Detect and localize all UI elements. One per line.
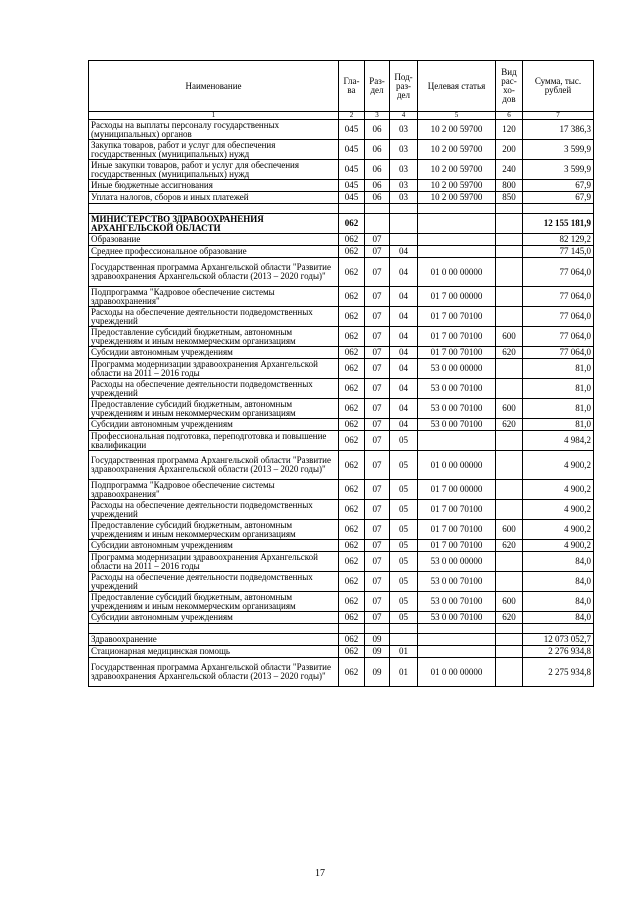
column-number-row: [89, 112, 594, 120]
cell-glava: 062: [339, 634, 365, 646]
cell-razdel: 06: [365, 140, 390, 160]
cell-vid: [496, 500, 523, 520]
cell-vid: 600: [496, 399, 523, 419]
cell-vid: [496, 359, 523, 379]
cell-name: Расходы на выплаты персоналу государственных (муниципальных) органов: [89, 120, 339, 140]
cell-podrazdel: 05: [390, 592, 418, 612]
table-row: [89, 307, 594, 327]
cell-vid: [496, 246, 523, 258]
cell-vid: 850: [496, 192, 523, 204]
cell-sum: 17 386,3: [523, 120, 594, 140]
cell-sum: 3 599,9: [523, 140, 594, 160]
cell-target: 10 2 00 59700: [418, 180, 496, 192]
table-row: [89, 646, 594, 658]
cell-sum: 77 064,0: [523, 327, 594, 347]
header-vid: Вид рас- хо- дов: [496, 61, 523, 112]
cell-podrazdel: 04: [390, 419, 418, 431]
cell-podrazdel: 04: [390, 359, 418, 379]
cell-razdel: 07: [365, 520, 390, 540]
cell-vid: 600: [496, 592, 523, 612]
table-row: [89, 140, 594, 160]
col-num: 1: [89, 112, 339, 120]
empty-cell: [496, 204, 523, 214]
cell-target: 53 0 00 70100: [418, 612, 496, 624]
cell-name: Подпрограмма "Кадровое обеспечение системы здравоохранения": [89, 480, 339, 500]
cell-glava: 062: [339, 419, 365, 431]
budget-table: [88, 60, 594, 687]
cell-vid: 620: [496, 540, 523, 552]
cell-vid: [496, 287, 523, 307]
table-row: [89, 419, 594, 431]
cell-target: 53 0 00 70100: [418, 572, 496, 592]
cell-name: Предоставление субсидий бюджетным, автономным учреждениям и иным некоммерческим организациям: [89, 520, 339, 540]
cell-vid: [496, 431, 523, 451]
cell-sum: 81,0: [523, 359, 594, 379]
cell-glava: 045: [339, 192, 365, 204]
cell-sum: 3 599,9: [523, 160, 594, 180]
cell-glava: 062: [339, 572, 365, 592]
col-num: 4: [390, 112, 418, 120]
cell-name: Стационарная медицинская помощь: [89, 646, 339, 658]
cell-vid: 620: [496, 347, 523, 359]
cell-name: Субсидии автономным учреждениям: [89, 347, 339, 359]
cell-target: 01 7 00 00000: [418, 480, 496, 500]
header-razdel: Раз- дел: [365, 61, 390, 112]
cell-podrazdel: 04: [390, 246, 418, 258]
cell-name: Иные закупки товаров, работ и услуг для обеспечения государственных (муниципальных) нужд: [89, 160, 339, 180]
cell-vid: 600: [496, 520, 523, 540]
header-target: Целевая статья: [418, 61, 496, 112]
cell-target: 53 0 00 70100: [418, 419, 496, 431]
empty-cell: [365, 204, 390, 214]
cell-glava: 062: [339, 658, 365, 687]
cell-name: Субсидии автономным учреждениям: [89, 419, 339, 431]
cell-podrazdel: 04: [390, 347, 418, 359]
cell-sum: 84,0: [523, 552, 594, 572]
cell-target: [418, 646, 496, 658]
header-name: Наименование: [89, 61, 339, 112]
cell-vid: [496, 480, 523, 500]
cell-sum: 82 129,2: [523, 234, 594, 246]
cell-sum: 77 064,0: [523, 287, 594, 307]
cell-sum: 77 145,0: [523, 246, 594, 258]
cell-name: Субсидии автономным учреждениям: [89, 612, 339, 624]
cell-target: 10 2 00 59700: [418, 160, 496, 180]
cell-vid: [496, 258, 523, 287]
cell-podrazdel: [390, 634, 418, 646]
cell-target: 01 7 00 70100: [418, 327, 496, 347]
cell-glava: 062: [339, 500, 365, 520]
cell-razdel: 09: [365, 646, 390, 658]
cell-sum: 84,0: [523, 572, 594, 592]
table-row: [89, 552, 594, 572]
cell-glava: 045: [339, 120, 365, 140]
cell-target: 10 2 00 59700: [418, 192, 496, 204]
table-row: [89, 214, 594, 234]
cell-razdel: 07: [365, 592, 390, 612]
cell-podrazdel: 03: [390, 180, 418, 192]
cell-vid: [496, 552, 523, 572]
table-row: [89, 120, 594, 140]
table-row: [89, 180, 594, 192]
cell-sum: 84,0: [523, 592, 594, 612]
table-row: [89, 451, 594, 480]
table-row: [89, 540, 594, 552]
cell-podrazdel: 05: [390, 451, 418, 480]
empty-cell: [496, 624, 523, 634]
cell-target: [418, 431, 496, 451]
cell-name: Подпрограмма "Кадровое обеспечение системы здравоохранения": [89, 287, 339, 307]
cell-name: Предоставление субсидий бюджетным, автономным учреждениям и иным некоммерческим организациям: [89, 399, 339, 419]
cell-razdel: 07: [365, 234, 390, 246]
cell-target: 10 2 00 59700: [418, 120, 496, 140]
cell-glava: 062: [339, 646, 365, 658]
cell-razdel: 07: [365, 451, 390, 480]
cell-glava: 062: [339, 540, 365, 552]
cell-razdel: 07: [365, 431, 390, 451]
cell-sum: 4 900,2: [523, 480, 594, 500]
cell-glava: 062: [339, 287, 365, 307]
cell-glava: 062: [339, 246, 365, 258]
table-row: [89, 634, 594, 646]
cell-razdel: 06: [365, 180, 390, 192]
cell-glava: 045: [339, 180, 365, 192]
cell-sum: 4 984,2: [523, 431, 594, 451]
cell-glava: 062: [339, 307, 365, 327]
cell-target: 01 7 00 70100: [418, 500, 496, 520]
cell-podrazdel: 03: [390, 160, 418, 180]
cell-razdel: 07: [365, 572, 390, 592]
cell-podrazdel: 03: [390, 192, 418, 204]
cell-name: Субсидии автономным учреждениям: [89, 540, 339, 552]
cell-glava: 062: [339, 399, 365, 419]
cell-vid: [496, 214, 523, 234]
cell-razdel: 07: [365, 327, 390, 347]
cell-name: Среднее профессиональное образование: [89, 246, 339, 258]
cell-sum: 77 064,0: [523, 347, 594, 359]
cell-glava: 062: [339, 431, 365, 451]
header-glava: Гла- ва: [339, 61, 365, 112]
table-row: [89, 192, 594, 204]
cell-target: 01 7 00 70100: [418, 520, 496, 540]
cell-vid: [496, 234, 523, 246]
cell-podrazdel: 05: [390, 540, 418, 552]
cell-name: Расходы на обеспечение деятельности подведомственных учреждений: [89, 500, 339, 520]
cell-glava: 062: [339, 359, 365, 379]
cell-razdel: 07: [365, 399, 390, 419]
cell-podrazdel: 04: [390, 327, 418, 347]
cell-podrazdel: 05: [390, 500, 418, 520]
table-row: [89, 287, 594, 307]
cell-podrazdel: 04: [390, 307, 418, 327]
cell-vid: 120: [496, 120, 523, 140]
empty-cell: [339, 204, 365, 214]
cell-name: Образование: [89, 234, 339, 246]
cell-name: Государственная программа Архангельской области "Развитие здравоохранения Архангельской области (2013 – 2020 годы)": [89, 258, 339, 287]
cell-sum: 77 064,0: [523, 307, 594, 327]
cell-vid: [496, 658, 523, 687]
table-row: [89, 572, 594, 592]
header-podrazdel: Под- раз- дел: [390, 61, 418, 112]
cell-target: 53 0 00 00000: [418, 359, 496, 379]
cell-vid: 620: [496, 612, 523, 624]
cell-vid: 800: [496, 180, 523, 192]
cell-razdel: [365, 214, 390, 234]
cell-razdel: 07: [365, 359, 390, 379]
empty-cell: [523, 204, 594, 214]
col-num: 2: [339, 112, 365, 120]
cell-target: 01 7 00 70100: [418, 347, 496, 359]
cell-podrazdel: 04: [390, 287, 418, 307]
cell-sum: 81,0: [523, 379, 594, 399]
cell-vid: [496, 646, 523, 658]
cell-vid: [496, 572, 523, 592]
cell-podrazdel: 04: [390, 258, 418, 287]
cell-target: 01 7 00 70100: [418, 307, 496, 327]
cell-podrazdel: 05: [390, 612, 418, 624]
cell-sum: 81,0: [523, 419, 594, 431]
cell-razdel: 07: [365, 480, 390, 500]
cell-sum: 2 276 934,8: [523, 646, 594, 658]
empty-cell: [339, 624, 365, 634]
cell-razdel: 07: [365, 500, 390, 520]
cell-sum: 67,9: [523, 192, 594, 204]
empty-cell: [365, 624, 390, 634]
header-sum: Сумма, тыс. рублей: [523, 61, 594, 112]
cell-vid: [496, 451, 523, 480]
cell-sum: 77 064,0: [523, 258, 594, 287]
cell-glava: 062: [339, 234, 365, 246]
cell-glava: 062: [339, 327, 365, 347]
cell-target: 01 0 00 00000: [418, 258, 496, 287]
cell-razdel: 07: [365, 307, 390, 327]
cell-glava: 062: [339, 347, 365, 359]
cell-sum: 4 900,2: [523, 540, 594, 552]
cell-vid: 240: [496, 160, 523, 180]
col-num: 7: [523, 112, 594, 120]
cell-target: [418, 634, 496, 646]
cell-sum: 4 900,2: [523, 500, 594, 520]
empty-cell: [418, 204, 496, 214]
empty-cell: [89, 624, 339, 634]
cell-sum: 12 073 052,7: [523, 634, 594, 646]
cell-podrazdel: 05: [390, 552, 418, 572]
cell-name: Расходы на обеспечение деятельности подведомственных учреждений: [89, 307, 339, 327]
table-row: [89, 359, 594, 379]
cell-vid: [496, 307, 523, 327]
cell-podrazdel: [390, 214, 418, 234]
cell-sum: 84,0: [523, 612, 594, 624]
table-row: [89, 327, 594, 347]
cell-podrazdel: 04: [390, 399, 418, 419]
cell-name: Государственная программа Архангельской области "Развитие здравоохранения Архангельской области (2013 – 2020 годы)": [89, 451, 339, 480]
cell-target: [418, 234, 496, 246]
cell-podrazdel: 05: [390, 480, 418, 500]
cell-vid: 600: [496, 327, 523, 347]
cell-glava: 045: [339, 140, 365, 160]
cell-name: Программа модернизации здравоохранения Архангельской области на 2011 – 2016 годы: [89, 359, 339, 379]
cell-name: Расходы на обеспечение деятельности подведомственных учреждений: [89, 572, 339, 592]
cell-razdel: 09: [365, 634, 390, 646]
cell-vid: [496, 634, 523, 646]
cell-razdel: 07: [365, 379, 390, 399]
table-header-row: [89, 61, 594, 112]
cell-target: 01 0 00 00000: [418, 451, 496, 480]
cell-target: 53 0 00 70100: [418, 379, 496, 399]
cell-name: Здравоохранение: [89, 634, 339, 646]
cell-razdel: 06: [365, 120, 390, 140]
cell-podrazdel: 01: [390, 658, 418, 687]
table-row: [89, 500, 594, 520]
cell-podrazdel: 03: [390, 120, 418, 140]
cell-name: МИНИСТЕРСТВО ЗДРАВООХРАНЕНИЯ АРХАНГЕЛЬСКОЙ ОБЛАСТИ: [89, 214, 339, 234]
empty-cell: [390, 624, 418, 634]
cell-glava: 062: [339, 214, 365, 234]
table-row: [89, 234, 594, 246]
cell-razdel: 06: [365, 192, 390, 204]
cell-name: Закупка товаров, работ и услуг для обеспечения государственных (муниципальных) нужд: [89, 140, 339, 160]
cell-vid: 200: [496, 140, 523, 160]
table-row: [89, 612, 594, 624]
cell-target: 01 7 00 00000: [418, 287, 496, 307]
cell-name: Иные бюджетные ассигнования: [89, 180, 339, 192]
cell-sum: 4 900,2: [523, 520, 594, 540]
table-row: [89, 258, 594, 287]
cell-razdel: 07: [365, 246, 390, 258]
cell-name: Расходы на обеспечение деятельности подведомственных учреждений: [89, 379, 339, 399]
cell-razdel: 07: [365, 258, 390, 287]
table-row: [89, 160, 594, 180]
cell-razdel: 09: [365, 658, 390, 687]
cell-name: Профессиональная подготовка, переподготовка и повышение квалификации: [89, 431, 339, 451]
cell-glava: 062: [339, 451, 365, 480]
cell-razdel: 07: [365, 612, 390, 624]
cell-podrazdel: [390, 234, 418, 246]
cell-sum: 4 900,2: [523, 451, 594, 480]
table-row: [89, 379, 594, 399]
table-row: [89, 520, 594, 540]
empty-cell: [523, 624, 594, 634]
cell-podrazdel: 05: [390, 431, 418, 451]
cell-podrazdel: 05: [390, 520, 418, 540]
cell-razdel: 07: [365, 419, 390, 431]
cell-target: [418, 214, 496, 234]
empty-cell: [390, 204, 418, 214]
cell-name: Уплата налогов, сборов и иных платежей: [89, 192, 339, 204]
cell-razdel: 06: [365, 160, 390, 180]
cell-podrazdel: 05: [390, 572, 418, 592]
cell-glava: 062: [339, 480, 365, 500]
cell-glava: 045: [339, 160, 365, 180]
empty-cell: [418, 624, 496, 634]
cell-sum: 12 155 181,9: [523, 214, 594, 234]
cell-name: Программа модернизации здравоохранения Архангельской области на 2011 – 2016 годы: [89, 552, 339, 572]
cell-target: 53 0 00 70100: [418, 399, 496, 419]
table-row: [89, 592, 594, 612]
cell-target: 53 0 00 70100: [418, 592, 496, 612]
cell-glava: 062: [339, 258, 365, 287]
col-num: 3: [365, 112, 390, 120]
cell-target: 53 0 00 00000: [418, 552, 496, 572]
col-num: 6: [496, 112, 523, 120]
cell-podrazdel: 04: [390, 379, 418, 399]
page-number: 17: [315, 868, 325, 879]
cell-glava: 062: [339, 379, 365, 399]
cell-glava: 062: [339, 520, 365, 540]
cell-name: Предоставление субсидий бюджетным, автономным учреждениям и иным некоммерческим организациям: [89, 592, 339, 612]
table-row: [89, 431, 594, 451]
table-row: [89, 347, 594, 359]
cell-razdel: 07: [365, 347, 390, 359]
spacer-row: [89, 624, 594, 634]
cell-glava: 062: [339, 552, 365, 572]
empty-cell: [89, 204, 339, 214]
cell-razdel: 07: [365, 540, 390, 552]
cell-target: 01 0 00 00000: [418, 658, 496, 687]
cell-glava: 062: [339, 592, 365, 612]
cell-podrazdel: 01: [390, 646, 418, 658]
cell-glava: 062: [339, 612, 365, 624]
table-row: [89, 480, 594, 500]
cell-razdel: 07: [365, 287, 390, 307]
cell-target: 10 2 00 59700: [418, 140, 496, 160]
cell-sum: 2 275 934,8: [523, 658, 594, 687]
cell-podrazdel: 03: [390, 140, 418, 160]
spacer-row: [89, 204, 594, 214]
cell-razdel: 07: [365, 552, 390, 572]
cell-vid: 620: [496, 419, 523, 431]
cell-vid: [496, 379, 523, 399]
col-num: 5: [418, 112, 496, 120]
table-row: [89, 658, 594, 687]
table-row: [89, 399, 594, 419]
cell-sum: 81,0: [523, 399, 594, 419]
table-row: [89, 246, 594, 258]
cell-name: Государственная программа Архангельской области "Развитие здравоохранения Архангельской области (2013 – 2020 годы)": [89, 658, 339, 687]
cell-target: [418, 246, 496, 258]
cell-sum: 67,9: [523, 180, 594, 192]
cell-name: Предоставление субсидий бюджетным, автономным учреждениям и иным некоммерческим организациям: [89, 327, 339, 347]
cell-target: 01 7 00 70100: [418, 540, 496, 552]
